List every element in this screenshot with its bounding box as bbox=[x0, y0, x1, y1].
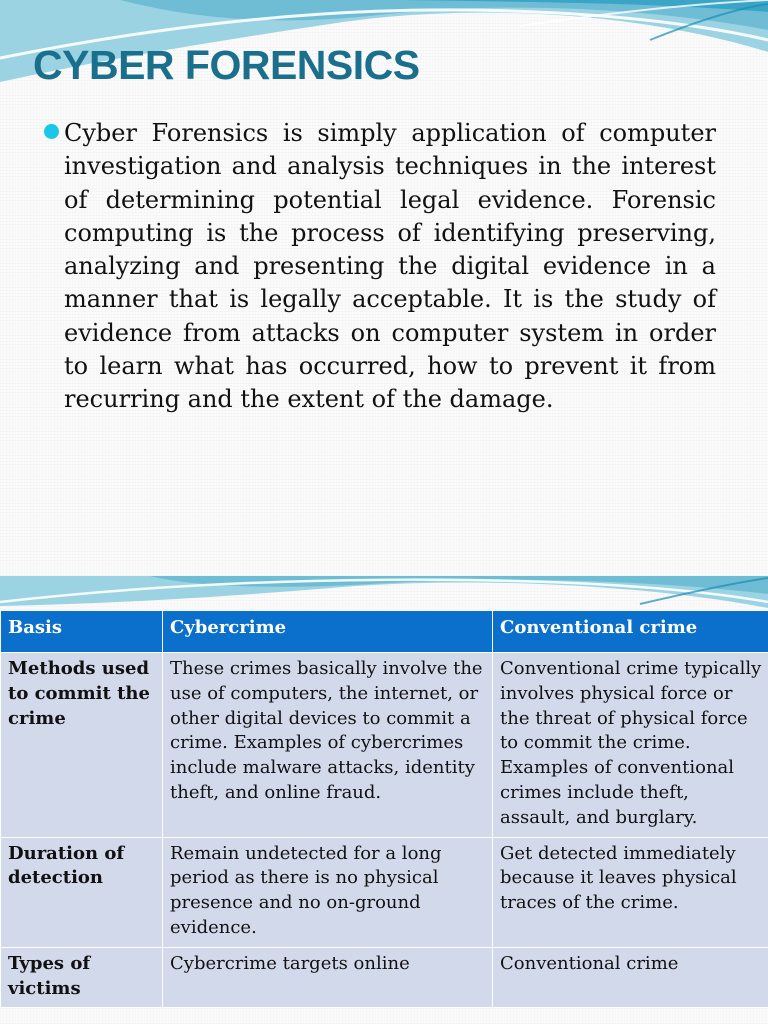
bullet-paragraph: Cyber Forensics is simply application of computer investigation and analysis techniques in the interest of determining potential legal evidence. Forensic computing is the process of identifying preserving, analyzing and presenting the digital evidence in a manner that is legally acceptable. It is the study of evidence from attacks on computer system in order to learn what has occurred, how to prevent it from recurring and the extent of the damage. bbox=[64, 119, 716, 414]
slide-title: CYBER FORENSICS bbox=[33, 42, 420, 88]
column-header: Basis bbox=[1, 611, 163, 653]
slide-comparison-table bbox=[0, 576, 768, 1024]
table-cell-basis: Methods used to commit the crime bbox=[1, 653, 163, 838]
table-row bbox=[1, 653, 768, 838]
column-header: Cybercrime bbox=[163, 611, 493, 653]
table-cell: Cybercrime targets online bbox=[163, 947, 493, 1008]
table-cell: Get detected immediately because it leaves physical traces of the crime. bbox=[493, 837, 768, 947]
table-cell: Conventional crime bbox=[493, 947, 768, 1008]
column-header: Conventional crime bbox=[493, 611, 768, 653]
table-header-row bbox=[1, 611, 768, 653]
table-row bbox=[1, 837, 768, 947]
comparison-table bbox=[0, 610, 768, 1008]
table-cell-basis: Types of victims bbox=[1, 947, 163, 1008]
table-row bbox=[1, 947, 768, 1008]
bullet-icon bbox=[44, 124, 59, 139]
table-cell-basis: Duration of detection bbox=[1, 837, 163, 947]
table-cell: These crimes basically involve the use of computers, the internet, or other digital devices to commit a crime. Examples of cybercrimes include malware attacks, identity theft, and online fraud. bbox=[163, 653, 493, 838]
table-cell: Conventional crime typically involves physical force or the threat of physical force to commit the crime. Examples of conventional crimes include theft, assault, and burglary. bbox=[493, 653, 768, 838]
table-cell: Remain undetected for a long period as there is no physical presence and no on-ground evidence. bbox=[163, 837, 493, 947]
